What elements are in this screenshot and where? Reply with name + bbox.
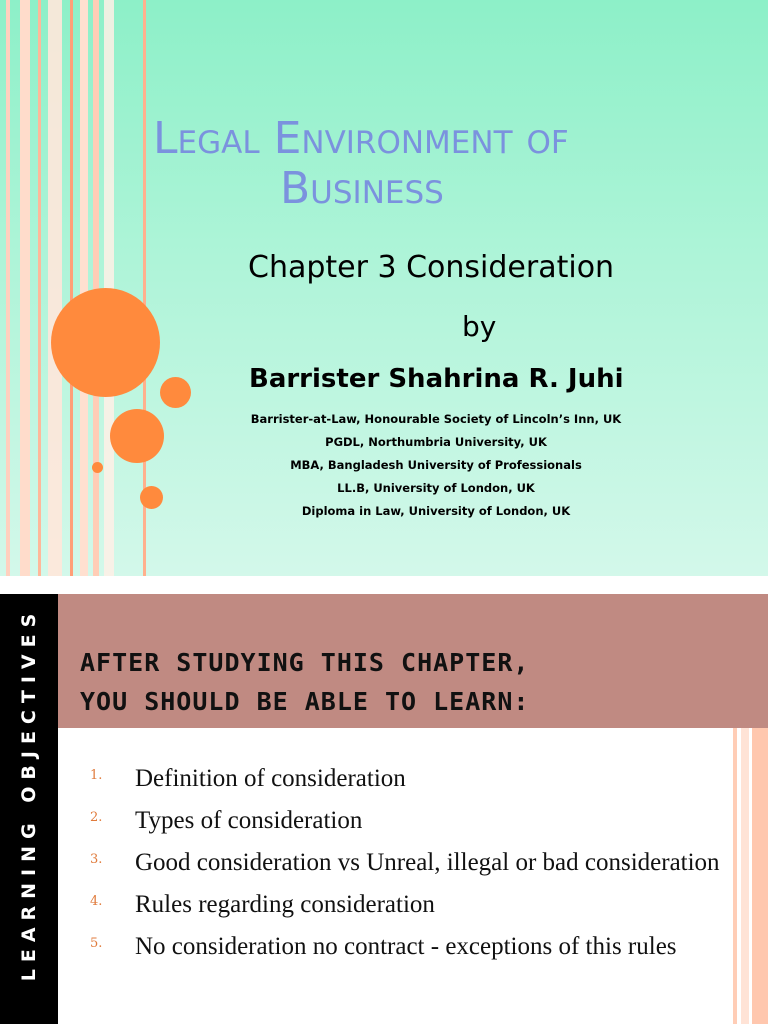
- list-item: [90, 804, 730, 838]
- author-name: Barrister Shahrina R. Juhi: [249, 364, 624, 394]
- credentials-list: [226, 408, 646, 523]
- decor-stripe: [70, 0, 73, 576]
- list-item: [90, 888, 730, 922]
- slide-title-line1: Legal Environment of: [153, 113, 569, 164]
- sidebar: [0, 594, 58, 1024]
- list-number: 3.: [90, 852, 103, 867]
- chapter-heading: Chapter 3 Consideration: [248, 250, 615, 285]
- objectives-list: [90, 762, 730, 972]
- decor-stripe: [38, 0, 41, 576]
- objectives-slide: [0, 594, 768, 1024]
- sidebar-label: LEARNING OBJECTIVES: [18, 606, 40, 982]
- banner-line2: YOU SHOULD BE ABLE TO LEARN:: [80, 687, 530, 716]
- credential-line: Barrister-at-Law, Honourable Society of Lincoln’s Inn, UK: [250, 412, 622, 426]
- list-number: 1.: [90, 768, 103, 783]
- decor-circle: [160, 377, 191, 408]
- decor-circle: [140, 486, 163, 509]
- decor-stripe: [20, 0, 30, 576]
- objectives-banner: [58, 594, 768, 728]
- list-text: Types of consideration: [135, 807, 363, 834]
- list-text: No consideration no contract - exceptions of this rules: [135, 933, 677, 960]
- slide-title-line2: Business: [280, 163, 444, 214]
- list-text: Rules regarding consideration: [135, 891, 435, 918]
- decor-stripe: [48, 0, 62, 576]
- list-item: [90, 846, 730, 880]
- list-number: 4.: [90, 894, 103, 909]
- list-item: [90, 930, 730, 964]
- credential-line: Diploma in Law, University of London, UK: [301, 504, 571, 518]
- decor-circle: [110, 409, 164, 463]
- decor-stripe: [741, 728, 749, 1024]
- list-text: Good consideration vs Unreal, illegal or bad consideration: [135, 849, 720, 876]
- decor-circle-large: [51, 288, 160, 397]
- list-text: Definition of consideration: [135, 765, 406, 792]
- credential-line: LL.B, University of London, UK: [337, 481, 535, 495]
- decor-circle-tiny: [92, 462, 103, 473]
- decor-stripe: [733, 728, 737, 1024]
- decor-stripe: [752, 728, 768, 1024]
- decor-stripe: [6, 0, 10, 576]
- banner-line1: AFTER STUDYING THIS CHAPTER,: [80, 648, 530, 677]
- by-label: by: [462, 310, 497, 343]
- list-item: [90, 762, 730, 796]
- credential-line: MBA, Bangladesh University of Professionals: [290, 458, 582, 472]
- credential-line: PGDL, Northumbria University, UK: [325, 435, 547, 449]
- list-number: 2.: [90, 810, 103, 825]
- list-number: 5.: [90, 936, 103, 951]
- decor-stripe: [80, 0, 88, 576]
